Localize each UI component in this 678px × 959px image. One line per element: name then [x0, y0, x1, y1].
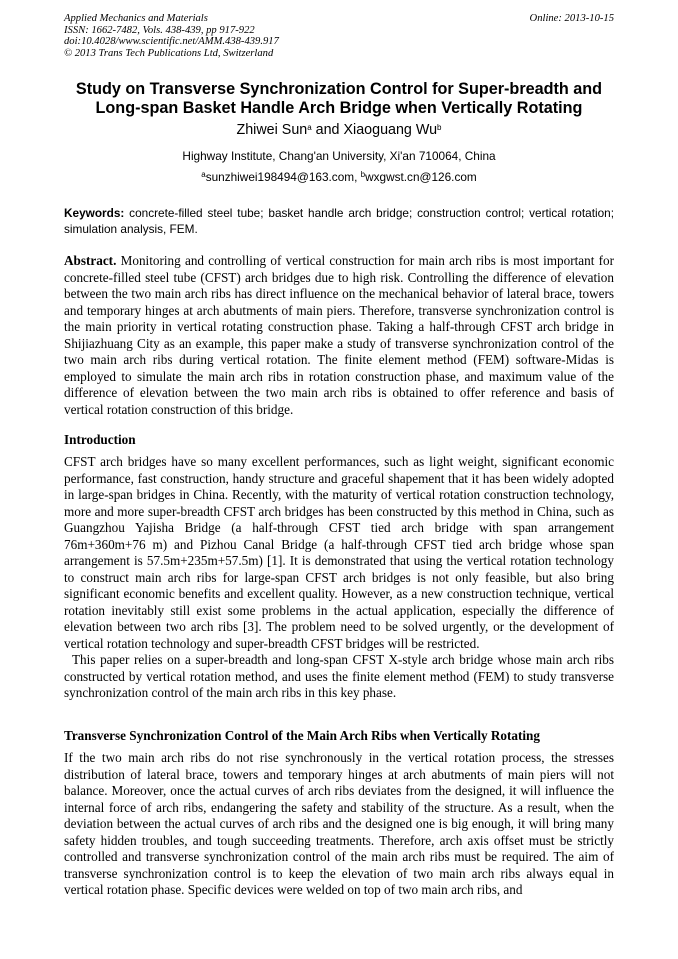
section-introduction — [64, 454, 614, 702]
doi-line: doi:10.4028/www.scientific.net/AMM.438-439.917 — [64, 36, 279, 48]
keywords-text: concrete-filled steel tube; basket handle arch bridge; construction control; vertical rotation; simulation analysis, FEM. — [64, 206, 614, 236]
author-conjunction: and — [311, 122, 344, 138]
section-heading-transverse-sync: Transverse Synchronization Control of the Main Arch Ribs when Vertically Rotating — [64, 728, 540, 743]
paragraph: This paper relies on a super-breadth and long-span CFST X-style arch bridge whose main arch ribs constructed by vertical rotation method, and uses the finite element method (FEM) to study transverse synchronization control of the main arch ribs in this key phase. — [64, 652, 614, 700]
online-date: Online: 2013-10-15 — [529, 13, 614, 24]
author-1-affil-mark: a — [307, 123, 312, 132]
title-line-2: Long-span Basket Handle Arch Bridge when Vertically Rotating — [95, 99, 583, 117]
email-b: wxgwst.cn@126.com — [365, 170, 477, 184]
abstract — [64, 253, 614, 418]
section-transverse-sync — [64, 750, 614, 899]
author-emails — [64, 170, 614, 184]
author-2: Xiaoguang Wu — [343, 122, 438, 138]
affiliation: Highway Institute, Chang'an University, Xi'an 710064, China — [182, 149, 496, 163]
copyright-line: © 2013 Trans Tech Publications Ltd, Switzerland — [64, 47, 274, 59]
section-heading-introduction: Introduction — [64, 432, 136, 447]
authors — [64, 121, 614, 139]
journal-header — [64, 13, 279, 59]
journal-name: Applied Mechanics and Materials — [64, 13, 208, 24]
title-line-1: Study on Transverse Synchronization Control for Super-breadth and — [75, 80, 603, 98]
paragraph: CFST arch bridges have so many excellent performances, such as light weight, significant economic performance, fast construction, handy structure and graceful shapement that it has been widely adopted in large-span bridges in China. Recently, with the maturity of vertical rotation construction technology, more and more super-breadth CFST arch bridges has been constructed by this method in China, such as Guangzhou Yajisha Bridge (a half-through CFST tied arch bridge with span arrangement 76m+360m+76 m) and Pizhou Canal Bridge (a half-through CFST tied arch bridge whose span arrangement is 57.5m+235m+57.5m) [1]. It is demonstrated that using the vertical rotation technology to construct main arch ribs for large-span CFST arch bridges is not only feasible, but also bring significant economic benefits and excellent quality. However, as a new construction technique, vertical rotation inevitably still exist some problems in the actual application, especially the difference of elevation between two arch ribs [3]. The problem need to be solved urgently, or the development of vertical rotation technology and super-breadth CFST bridges will be restricted. — [64, 454, 614, 651]
paragraph: If the two main arch ribs do not rise synchronously in the vertical rotation process, the stresses distribution of lateral brace, towers and temporary hinges at arch abutments of main piers will not balance. Moreover, once the actual curves of arch ribs deviates from the designed, it will influence the internal force of arch ribs, endangering the safety and stability of the structure. As a result, when the deviation between the actual curves of arch ribs and the designed one is big enough, it will bring many safety hidden troubles, and tough succeeding treatments. Therefore, arch axis offset must be strictly controlled and transverse synchronization control of the main arch ribs must be required. The aim of transverse synchronization control is to keep the elevation of two main arch ribs always equal in vertical rotation phase. Specific devices were welded on top of two main arch ribs, and — [64, 750, 614, 897]
author-1: Zhiwei Sun — [236, 122, 308, 138]
paper-title — [64, 80, 614, 118]
keywords — [64, 206, 614, 237]
issn-line: ISSN: 1662-7482, Vols. 438-439, pp 917-922 — [64, 24, 255, 36]
author-2-affil-mark: b — [437, 123, 442, 132]
keywords-label: Keywords: — [64, 206, 125, 220]
email-b-mark: b — [360, 170, 366, 179]
abstract-text: Monitoring and controlling of vertical construction for main arch ribs is most important for concrete-filled steel tube (CFST) arch bridges due to high risk. Controlling the difference of elevation between the two main arch ribs has direct influence on the mechanical behavior of lateral brace, towers and temporary hinges at arch abutments of main piers. Therefore, transverse synchronization control is the main priority in vertical rotating construction phase. Taking a half-through CFST arch bridge in Shijiazhuang City as an example, this paper make a study of transverse synchronization control of the two main arch ribs during vertical rotation. The finite element method (FEM) software-Midas is employed to simulate the main arch ribs in rotation construction phase, and maximum value of the difference of elevation between the two main arch ribs is obtained to offer reference and basis of vertical rotation construction of this bridge. — [64, 253, 614, 417]
email-a-mark: a — [201, 170, 206, 179]
abstract-label: Abstract. — [64, 253, 117, 268]
email-a: sunzhiwei198494@163.com, — [205, 170, 361, 184]
